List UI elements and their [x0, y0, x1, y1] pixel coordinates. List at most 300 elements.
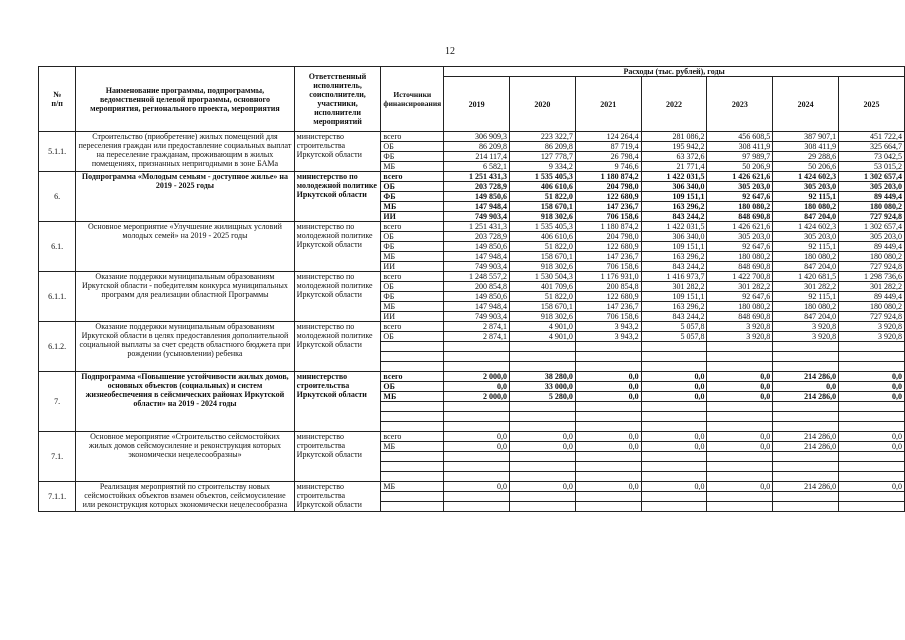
expense-value: 1 426 621,6	[707, 172, 773, 182]
expense-value: 1 302 657,4	[839, 172, 905, 182]
expense-value: 5 280,0	[510, 392, 576, 402]
blank-cell	[641, 342, 707, 352]
expense-value: 0,0	[575, 432, 641, 442]
header-year: 2024	[773, 77, 839, 132]
expense-value: 0,0	[641, 372, 707, 382]
expense-value: 5 057,8	[641, 322, 707, 332]
blank-cell	[839, 502, 905, 512]
expense-value: 92 647,6	[707, 292, 773, 302]
blank-cell	[641, 462, 707, 472]
expense-value: 0,0	[510, 432, 576, 442]
expense-value: 86 209,8	[444, 142, 510, 152]
expense-value: 109 151,1	[641, 242, 707, 252]
responsible-executor: министерство строительства Иркутской области	[294, 432, 381, 482]
expense-value: 200 854,8	[444, 282, 510, 292]
funding-source: МБ	[381, 482, 444, 492]
expense-value: 848 690,8	[707, 262, 773, 272]
expense-value: 0,0	[444, 442, 510, 452]
blank-cell	[575, 362, 641, 372]
expense-value: 92 647,6	[707, 192, 773, 202]
expense-value: 0,0	[510, 442, 576, 452]
expense-value: 163 296,2	[641, 252, 707, 262]
expense-value: 97 989,7	[707, 152, 773, 162]
expense-value: 9 334,2	[510, 162, 576, 172]
blank-cell	[707, 402, 773, 412]
blank-cell	[641, 362, 707, 372]
expense-value: 0,0	[444, 482, 510, 492]
blank-cell	[381, 352, 444, 362]
row-number: 6.	[39, 172, 76, 222]
row-number: 7.1.1.	[39, 482, 76, 512]
expense-value: 843 244,2	[641, 262, 707, 272]
blank-cell	[707, 472, 773, 482]
expense-value: 0,0	[444, 432, 510, 442]
funding-source: всего	[381, 372, 444, 382]
header-year: 2025	[839, 77, 905, 132]
expense-value: 0,0	[839, 442, 905, 452]
expense-value: 0,0	[575, 482, 641, 492]
blank-cell	[575, 412, 641, 422]
expense-value: 0,0	[575, 442, 641, 452]
expense-value: 918 302,6	[510, 312, 576, 322]
expense-value: 214 286,0	[773, 372, 839, 382]
blank-cell	[444, 472, 510, 482]
expense-value: 848 690,8	[707, 312, 773, 322]
blank-cell	[444, 362, 510, 372]
expense-value: 843 244,2	[641, 312, 707, 322]
expense-value: 180 080,2	[839, 302, 905, 312]
blank-cell	[510, 472, 576, 482]
expense-value: 1 420 681,5	[773, 272, 839, 282]
row-number: 6.1.2.	[39, 322, 76, 372]
expense-value: 301 282,2	[707, 282, 773, 292]
expense-value: 1 530 504,3	[510, 272, 576, 282]
expense-value: 1 176 931,0	[575, 272, 641, 282]
blank-cell	[381, 362, 444, 372]
blank-cell	[839, 362, 905, 372]
table-row	[39, 322, 905, 332]
funding-source: ИИ	[381, 262, 444, 272]
blank-cell	[641, 422, 707, 432]
expense-value: 147 236,7	[575, 252, 641, 262]
expense-value: 749 903,4	[444, 312, 510, 322]
expense-value: 4 901,0	[510, 322, 576, 332]
program-name: Оказание поддержки муниципальным образованиям Иркутской области в целях предоставления дополнительной социальной выплаты за счет средств областного бюджета при рождении (усыновлении) ребенка	[76, 322, 294, 372]
expense-value: 3 920,8	[707, 332, 773, 342]
expense-value: 195 942,2	[641, 142, 707, 152]
blank-cell	[839, 492, 905, 502]
expense-value: 308 411,9	[707, 142, 773, 152]
expense-value: 21 771,4	[641, 162, 707, 172]
page-number: 12	[445, 46, 455, 57]
expense-value: 92 647,6	[707, 242, 773, 252]
expense-value: 0,0	[839, 432, 905, 442]
blank-cell	[510, 422, 576, 432]
expense-value: 9 746,6	[575, 162, 641, 172]
blank-cell	[839, 472, 905, 482]
expense-value: 305 203,0	[773, 182, 839, 192]
expense-value: 749 903,4	[444, 212, 510, 222]
row-number: 5.1.1.	[39, 132, 76, 172]
expense-value: 2 000,0	[444, 392, 510, 402]
expense-value: 89 449,4	[839, 242, 905, 252]
expense-value: 0,0	[510, 482, 576, 492]
expense-value: 305 203,0	[707, 232, 773, 242]
blank-cell	[641, 472, 707, 482]
blank-cell	[444, 342, 510, 352]
expense-value: 180 080,2	[707, 302, 773, 312]
expense-value: 4 901,0	[510, 332, 576, 342]
expense-value: 200 854,8	[575, 282, 641, 292]
expense-value: 706 158,6	[575, 212, 641, 222]
expense-value: 109 151,1	[641, 192, 707, 202]
blank-cell	[381, 492, 444, 502]
blank-cell	[381, 422, 444, 432]
expense-value: 122 680,9	[575, 242, 641, 252]
expense-value: 3 920,8	[839, 322, 905, 332]
blank-cell	[510, 402, 576, 412]
funding-source: ОБ	[381, 332, 444, 342]
blank-cell	[381, 402, 444, 412]
expense-value: 0,0	[707, 372, 773, 382]
header-year: 2022	[641, 77, 707, 132]
funding-source: ИИ	[381, 312, 444, 322]
blank-cell	[510, 492, 576, 502]
responsible-executor: министерство по молодежной политике Иркутской области	[294, 222, 381, 272]
expense-value: 1 251 431,3	[444, 222, 510, 232]
expense-value: 149 850,6	[444, 192, 510, 202]
blank-cell	[773, 462, 839, 472]
blank-cell	[839, 402, 905, 412]
expense-value: 727 924,8	[839, 262, 905, 272]
expense-value: 127 778,7	[510, 152, 576, 162]
expense-value: 706 158,6	[575, 312, 641, 322]
expense-value: 214 117,4	[444, 152, 510, 162]
expense-value: 401 709,6	[510, 282, 576, 292]
expense-value: 3 920,8	[839, 332, 905, 342]
blank-cell	[839, 462, 905, 472]
expense-value: 406 610,6	[510, 232, 576, 242]
table-row	[39, 482, 905, 492]
expense-value: 87 719,4	[575, 142, 641, 152]
expense-value: 1 302 657,4	[839, 222, 905, 232]
blank-cell	[707, 462, 773, 472]
blank-cell	[839, 452, 905, 462]
program-name: Строительство (приобретение) жилых помещений для переселения граждан или предоставление социальных выплат на переселение гражданам, проживающим в жилых помещениях, признанных непригодными в зоне БАМа	[76, 132, 294, 172]
blank-cell	[510, 412, 576, 422]
program-name: Основное мероприятие «Строительство сейсмостойких жилых домов сейсмоусиление и реконструкция которых экономически нецелесообразны»	[76, 432, 294, 482]
header-year: 2021	[575, 77, 641, 132]
table-row	[39, 172, 905, 182]
expense-value: 1 424 602,3	[773, 222, 839, 232]
blank-cell	[444, 402, 510, 412]
expense-value: 305 203,0	[773, 232, 839, 242]
expense-value: 203 728,9	[444, 182, 510, 192]
expense-value: 89 449,4	[839, 292, 905, 302]
blank-cell	[641, 502, 707, 512]
funding-source: ОБ	[381, 382, 444, 392]
expense-value: 180 080,2	[707, 202, 773, 212]
expense-value: 147 236,7	[575, 302, 641, 312]
blank-cell	[773, 452, 839, 462]
blank-cell	[707, 492, 773, 502]
header-responsible: Ответственный исполнитель, соисполнители, участники, исполнители мероприятий	[294, 67, 381, 132]
responsible-executor: министерство строительства Иркутской области	[294, 482, 381, 512]
expense-value: 180 080,2	[839, 252, 905, 262]
blank-cell	[707, 342, 773, 352]
blank-cell	[575, 502, 641, 512]
responsible-executor: министерство строительства Иркутской области	[294, 132, 381, 172]
expense-value: 180 080,2	[773, 252, 839, 262]
expense-value: 1 422 700,8	[707, 272, 773, 282]
expense-value: 1 180 874,2	[575, 222, 641, 232]
responsible-executor: министерство строительства Иркутской области	[294, 372, 381, 432]
expense-value: 727 924,8	[839, 212, 905, 222]
expense-value: 29 288,6	[773, 152, 839, 162]
expense-value: 149 850,6	[444, 242, 510, 252]
expense-value: 281 086,2	[641, 132, 707, 142]
blank-cell	[444, 352, 510, 362]
header-num: № п/п	[39, 67, 76, 132]
expense-value: 0,0	[707, 392, 773, 402]
expense-value: 1 424 602,3	[773, 172, 839, 182]
funding-source: ФБ	[381, 152, 444, 162]
expense-value: 6 582,1	[444, 162, 510, 172]
funding-source: ОБ	[381, 282, 444, 292]
expense-value: 214 286,0	[773, 432, 839, 442]
expense-value: 301 282,2	[773, 282, 839, 292]
expense-value: 2 000,0	[444, 372, 510, 382]
row-number: 6.1.	[39, 222, 76, 272]
expense-value: 3 943,2	[575, 322, 641, 332]
expense-value: 1 535 405,3	[510, 172, 576, 182]
blank-cell	[444, 422, 510, 432]
expense-value: 843 244,2	[641, 212, 707, 222]
responsible-executor: министерство по молодежной политике Иркутской области	[294, 272, 381, 322]
expense-value: 306 340,0	[641, 232, 707, 242]
expense-value: 0,0	[707, 482, 773, 492]
expense-value: 147 948,4	[444, 252, 510, 262]
expense-value: 325 664,7	[839, 142, 905, 152]
expense-value: 92 115,1	[773, 192, 839, 202]
expense-value: 214 286,0	[773, 442, 839, 452]
expense-value: 86 209,8	[510, 142, 576, 152]
blank-cell	[773, 412, 839, 422]
expense-value: 158 670,1	[510, 202, 576, 212]
blank-cell	[575, 472, 641, 482]
expense-value: 451 722,4	[839, 132, 905, 142]
expense-value: 406 610,6	[510, 182, 576, 192]
blank-cell	[839, 352, 905, 362]
expense-value: 1 535 405,3	[510, 222, 576, 232]
blank-cell	[510, 362, 576, 372]
expense-value: 1 426 621,6	[707, 222, 773, 232]
responsible-executor: министерство по молодежной политике Иркутской области	[294, 172, 381, 222]
expense-value: 180 080,2	[773, 302, 839, 312]
expense-value: 2 874,1	[444, 332, 510, 342]
expense-value: 204 798,0	[575, 232, 641, 242]
blank-cell	[773, 352, 839, 362]
expense-value: 92 115,1	[773, 292, 839, 302]
blank-cell	[707, 502, 773, 512]
blank-cell	[575, 452, 641, 462]
header-expenses: Расходы (тыс. рублей), годы	[444, 67, 905, 77]
blank-cell	[641, 452, 707, 462]
blank-cell	[773, 492, 839, 502]
expense-value: 0,0	[707, 382, 773, 392]
expense-value: 706 158,6	[575, 262, 641, 272]
table-row	[39, 432, 905, 442]
expense-value: 387 907,1	[773, 132, 839, 142]
funding-source: МБ	[381, 392, 444, 402]
expense-value: 204 798,0	[575, 182, 641, 192]
expense-value: 848 690,8	[707, 212, 773, 222]
expense-value: 0,0	[839, 382, 905, 392]
expense-value: 51 822,0	[510, 242, 576, 252]
expense-value: 3 920,8	[773, 322, 839, 332]
expense-value: 33 000,0	[510, 382, 576, 392]
expense-value: 50 206,6	[773, 162, 839, 172]
program-name: Оказание поддержки муниципальным образованиям Иркутской области - победителям конкурса муниципальных программ для реализации областной Программы	[76, 272, 294, 322]
expense-value: 26 798,4	[575, 152, 641, 162]
header-year: 2023	[707, 77, 773, 132]
blank-cell	[773, 342, 839, 352]
expense-value: 847 204,0	[773, 312, 839, 322]
blank-cell	[839, 412, 905, 422]
expense-value: 3 920,8	[707, 322, 773, 332]
program-name: Подпрограмма «Повышение устойчивости жилых домов, основных объектов (социальных) и систем жизнеобеспечения в сейсмических районах Иркутской области» на 2019 - 2024 годы	[76, 372, 294, 432]
blank-cell	[641, 352, 707, 362]
funding-source: МБ	[381, 202, 444, 212]
expense-value: 308 411,9	[773, 142, 839, 152]
expense-value: 0,0	[575, 382, 641, 392]
blank-cell	[510, 352, 576, 362]
blank-cell	[575, 422, 641, 432]
expense-value: 0,0	[641, 392, 707, 402]
blank-cell	[510, 502, 576, 512]
expense-value: 456 608,5	[707, 132, 773, 142]
expense-value: 2 874,1	[444, 322, 510, 332]
blank-cell	[707, 412, 773, 422]
blank-cell	[707, 452, 773, 462]
blank-cell	[444, 412, 510, 422]
blank-cell	[575, 492, 641, 502]
header-source: Источники финансирования	[381, 67, 444, 132]
funding-source: всего	[381, 222, 444, 232]
expenditure-table	[38, 66, 905, 512]
funding-source: всего	[381, 132, 444, 142]
blank-cell	[381, 502, 444, 512]
blank-cell	[381, 462, 444, 472]
blank-cell	[773, 362, 839, 372]
expense-value: 0,0	[839, 372, 905, 382]
expense-value: 163 296,2	[641, 302, 707, 312]
funding-source: всего	[381, 432, 444, 442]
blank-cell	[707, 422, 773, 432]
blank-cell	[444, 452, 510, 462]
expense-value: 180 080,2	[773, 202, 839, 212]
expense-value: 0,0	[444, 382, 510, 392]
header-year: 2020	[510, 77, 576, 132]
expense-value: 63 372,6	[641, 152, 707, 162]
expense-value: 92 115,1	[773, 242, 839, 252]
funding-source: МБ	[381, 162, 444, 172]
expense-value: 1 298 736,6	[839, 272, 905, 282]
program-name: Реализация мероприятий по строительству новых сейсмостойких объектов взамен объектов, сейсмоусиление или реконструкция которых экономически нецелесообразна	[76, 482, 294, 512]
funding-source: ФБ	[381, 242, 444, 252]
expense-value: 0,0	[641, 382, 707, 392]
expense-value: 306 909,3	[444, 132, 510, 142]
blank-cell	[641, 492, 707, 502]
blank-cell	[575, 342, 641, 352]
expense-value: 122 680,9	[575, 292, 641, 302]
table-row	[39, 372, 905, 382]
expense-value: 749 903,4	[444, 262, 510, 272]
expense-value: 1 422 031,5	[641, 172, 707, 182]
funding-source: МБ	[381, 252, 444, 262]
expense-value: 0,0	[773, 382, 839, 392]
expense-value: 223 322,7	[510, 132, 576, 142]
expense-value: 1 251 431,3	[444, 172, 510, 182]
expense-value: 0,0	[641, 442, 707, 452]
expense-value: 38 280,0	[510, 372, 576, 382]
funding-source: всего	[381, 322, 444, 332]
blank-cell	[839, 342, 905, 352]
expense-value: 305 203,0	[839, 182, 905, 192]
expense-value: 0,0	[839, 482, 905, 492]
expense-value: 1 416 973,7	[641, 272, 707, 282]
blank-cell	[839, 422, 905, 432]
expense-value: 50 206,9	[707, 162, 773, 172]
funding-source: ОБ	[381, 182, 444, 192]
row-number: 7.1.	[39, 432, 76, 482]
responsible-executor: министерство по молодежной политике Иркутской области	[294, 322, 381, 372]
expense-value: 53 015,2	[839, 162, 905, 172]
funding-source: МБ	[381, 442, 444, 452]
expense-value: 1 180 874,2	[575, 172, 641, 182]
funding-source: всего	[381, 272, 444, 282]
blank-cell	[641, 402, 707, 412]
blank-cell	[381, 342, 444, 352]
expense-value: 847 204,0	[773, 212, 839, 222]
expense-value: 0,0	[575, 372, 641, 382]
blank-cell	[773, 402, 839, 412]
row-number: 6.1.1.	[39, 272, 76, 322]
expense-value: 3 943,2	[575, 332, 641, 342]
expense-value: 149 850,6	[444, 292, 510, 302]
blank-cell	[575, 402, 641, 412]
blank-cell	[707, 362, 773, 372]
expense-value: 0,0	[641, 482, 707, 492]
blank-cell	[773, 472, 839, 482]
expense-value: 305 203,0	[839, 232, 905, 242]
expense-value: 0,0	[575, 392, 641, 402]
expense-value: 0,0	[707, 442, 773, 452]
expense-value: 147 948,4	[444, 202, 510, 212]
table-row	[39, 132, 905, 142]
row-number: 7.	[39, 372, 76, 432]
expense-value: 1 248 557,2	[444, 272, 510, 282]
expense-value: 301 282,2	[641, 282, 707, 292]
funding-source: МБ	[381, 302, 444, 312]
expense-value: 918 302,6	[510, 262, 576, 272]
expense-value: 158 670,1	[510, 302, 576, 312]
expense-value: 214 286,0	[773, 392, 839, 402]
blank-cell	[773, 422, 839, 432]
expense-value: 0,0	[839, 392, 905, 402]
table-row	[39, 222, 905, 232]
blank-cell	[444, 492, 510, 502]
